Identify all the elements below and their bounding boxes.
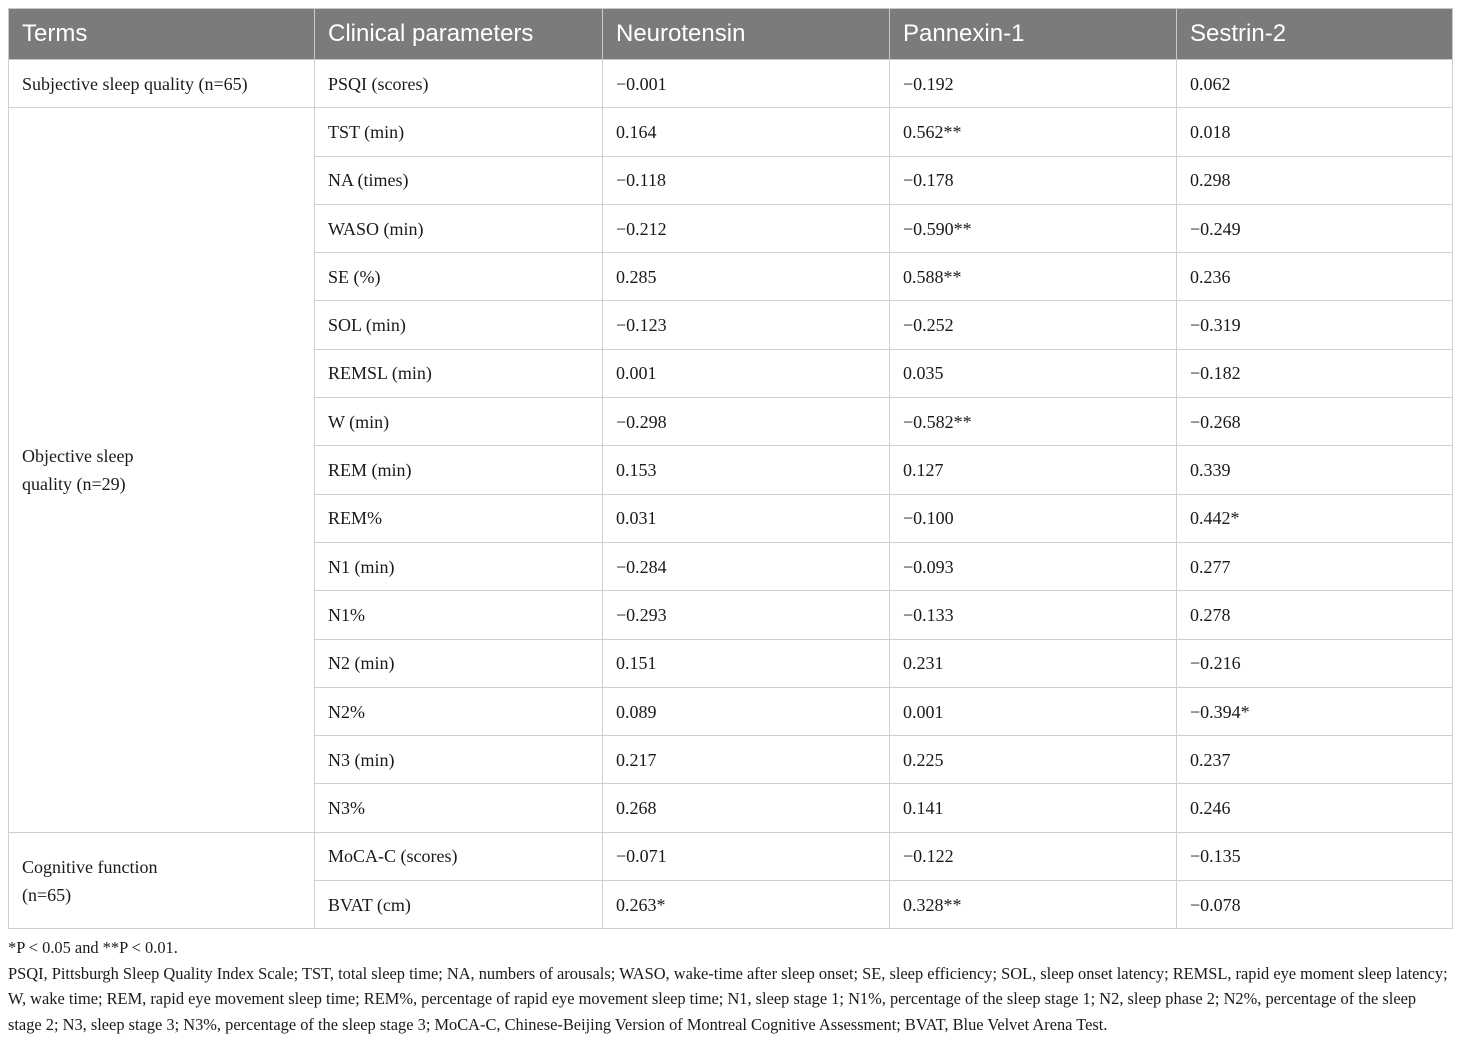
neurotensin-cell: −0.001 [603, 60, 890, 108]
neurotensin-cell: 0.001 [603, 349, 890, 397]
terms-cell: Cognitive function (n=65) [9, 832, 315, 929]
pannexin-1-cell: 0.562** [890, 108, 1177, 156]
sestrin-2-cell: −0.394* [1177, 687, 1453, 735]
sestrin-2-cell: −0.078 [1177, 881, 1453, 929]
clinical-parameter-cell: N1 (min) [315, 542, 603, 590]
clinical-parameter-cell: MoCA-C (scores) [315, 832, 603, 880]
sestrin-2-cell: 0.298 [1177, 156, 1453, 204]
pannexin-1-cell: 0.141 [890, 784, 1177, 832]
terms-cell: Objective sleep quality (n=29) [9, 108, 315, 832]
sestrin-2-cell: −0.216 [1177, 639, 1453, 687]
neurotensin-cell: −0.071 [603, 832, 890, 880]
sestrin-2-cell: −0.268 [1177, 398, 1453, 446]
table-row [9, 60, 1453, 108]
clinical-parameter-cell: REM% [315, 494, 603, 542]
header-terms: Terms [9, 9, 315, 60]
pannexin-1-cell: 0.231 [890, 639, 1177, 687]
sestrin-2-cell: 0.062 [1177, 60, 1453, 108]
neurotensin-cell: 0.268 [603, 784, 890, 832]
pannexin-1-cell: −0.100 [890, 494, 1177, 542]
header-row [9, 9, 1453, 60]
neurotensin-cell: 0.031 [603, 494, 890, 542]
table-header [9, 9, 1453, 60]
pannexin-1-cell: 0.127 [890, 446, 1177, 494]
table-row [9, 108, 1453, 156]
clinical-parameter-cell: BVAT (cm) [315, 881, 603, 929]
clinical-parameter-cell: W (min) [315, 398, 603, 446]
header-sestrin-2: Sestrin-2 [1177, 9, 1453, 60]
sestrin-2-cell: −0.319 [1177, 301, 1453, 349]
pannexin-1-cell: 0.328** [890, 881, 1177, 929]
pannexin-1-cell: 0.001 [890, 687, 1177, 735]
clinical-parameter-cell: N3% [315, 784, 603, 832]
correlation-table [8, 8, 1453, 929]
neurotensin-cell: 0.285 [603, 253, 890, 301]
clinical-parameter-cell: N2% [315, 687, 603, 735]
neurotensin-cell: 0.089 [603, 687, 890, 735]
clinical-parameter-cell: TST (min) [315, 108, 603, 156]
clinical-parameter-cell: SOL (min) [315, 301, 603, 349]
abbreviations-note: PSQI, Pittsburgh Sleep Quality Index Scale; TST, total sleep time; NA, numbers of arousals; WASO, wake-time after sleep onset; SE, sleep efficiency; SOL, sleep onset latency; REMSL, rapid eye moment sleep latency; W, wake time; REM, rapid eye movement sleep time; REM%, percentage of rapid eye movement sleep time; N1, sleep stage 1; N1%, percentage of the sleep stage 1; N2, sleep phase 2; N2%, percentage of the sleep stage 2; N3, sleep stage 3; N3%, percentage of the sleep stage 3; MoCA-C, Chinese-Beijing Version of Montreal Cognitive Assessment; BVAT, Blue Velvet Arena Test. [8, 963, 1448, 1034]
neurotensin-cell: 0.153 [603, 446, 890, 494]
sestrin-2-cell: −0.249 [1177, 204, 1453, 252]
pannexin-1-cell: −0.122 [890, 832, 1177, 880]
pannexin-1-cell: 0.225 [890, 736, 1177, 784]
pannexin-1-cell: −0.252 [890, 301, 1177, 349]
sestrin-2-cell: 0.339 [1177, 446, 1453, 494]
header-neurotensin: Neurotensin [603, 9, 890, 60]
sestrin-2-cell: 0.246 [1177, 784, 1453, 832]
neurotensin-cell: −0.118 [603, 156, 890, 204]
terms-cell: Subjective sleep quality (n=65) [9, 60, 315, 108]
clinical-parameter-cell: REM (min) [315, 446, 603, 494]
neurotensin-cell: 0.263* [603, 881, 890, 929]
sestrin-2-cell: 0.018 [1177, 108, 1453, 156]
neurotensin-cell: −0.284 [603, 542, 890, 590]
clinical-parameter-cell: N1% [315, 591, 603, 639]
pannexin-1-cell: 0.035 [890, 349, 1177, 397]
clinical-parameter-cell: N2 (min) [315, 639, 603, 687]
sestrin-2-cell: 0.278 [1177, 591, 1453, 639]
header-pannexin-1: Pannexin-1 [890, 9, 1177, 60]
sestrin-2-cell: 0.277 [1177, 542, 1453, 590]
neurotensin-cell: −0.293 [603, 591, 890, 639]
table-body [9, 60, 1453, 929]
clinical-parameter-cell: REMSL (min) [315, 349, 603, 397]
neurotensin-cell: −0.123 [603, 301, 890, 349]
clinical-parameter-cell: N3 (min) [315, 736, 603, 784]
sestrin-2-cell: −0.182 [1177, 349, 1453, 397]
clinical-parameter-cell: PSQI (scores) [315, 60, 603, 108]
neurotensin-cell: 0.151 [603, 639, 890, 687]
clinical-parameter-cell: NA (times) [315, 156, 603, 204]
neurotensin-cell: −0.212 [603, 204, 890, 252]
table-row [9, 832, 1453, 880]
neurotensin-cell: 0.164 [603, 108, 890, 156]
clinical-parameter-cell: WASO (min) [315, 204, 603, 252]
pannexin-1-cell: −0.133 [890, 591, 1177, 639]
clinical-parameter-cell: SE (%) [315, 253, 603, 301]
pannexin-1-cell: 0.588** [890, 253, 1177, 301]
pannexin-1-cell: −0.192 [890, 60, 1177, 108]
header-clinical-parameters: Clinical parameters [315, 9, 603, 60]
neurotensin-cell: 0.217 [603, 736, 890, 784]
neurotensin-cell: −0.298 [603, 398, 890, 446]
pannexin-1-cell: −0.590** [890, 204, 1177, 252]
correlation-table-container [8, 8, 1452, 929]
pannexin-1-cell: −0.178 [890, 156, 1177, 204]
sestrin-2-cell: 0.237 [1177, 736, 1453, 784]
pannexin-1-cell: −0.093 [890, 542, 1177, 590]
sestrin-2-cell: −0.135 [1177, 832, 1453, 880]
sestrin-2-cell: 0.236 [1177, 253, 1453, 301]
pannexin-1-cell: −0.582** [890, 398, 1177, 446]
sestrin-2-cell: 0.442* [1177, 494, 1453, 542]
significance-note: *P < 0.05 and **P < 0.01. [8, 938, 178, 957]
table-footnotes [8, 935, 1452, 1037]
